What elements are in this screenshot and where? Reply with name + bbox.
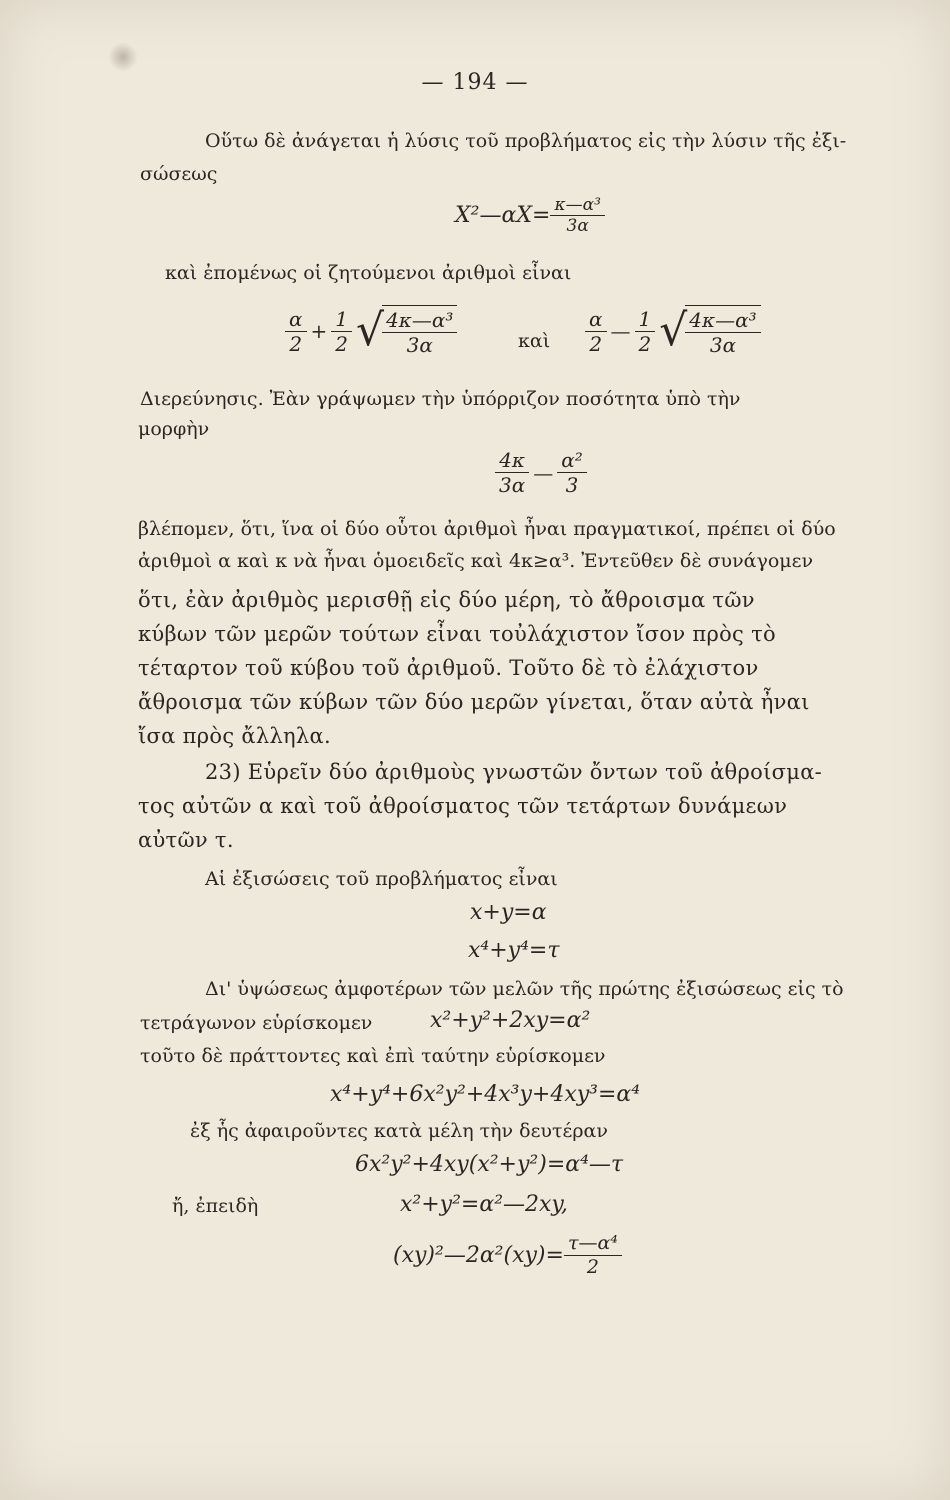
text-line: ἤ, ἐπειδὴ — [172, 1195, 259, 1217]
text-line: ὅτι, ἐὰν ἀριθμὸς μερισθῇ εἰς δύο μέρη, τὸ ἄθροισμα τῶν — [138, 588, 755, 612]
text-line: Οὕτω δὲ ἀνάγεται ἡ λύσις τοῦ προβλήματος εἰς τὴν λύσιν τῆς ἐξι- — [205, 130, 847, 152]
square-root: √ $\frac{\text{4κ—α³}}{3\alpha}$ — [659, 305, 760, 357]
page-stain — [108, 42, 138, 72]
equation-quadratic — [455, 195, 605, 237]
text-line: αὐτῶν τ. — [138, 828, 234, 852]
root-expression-1: $\frac{\alpha}{2}$ + $\frac{1}{2}$ √ $\frac{\text{4κ—α³}}{3\alpha}$ — [285, 305, 457, 357]
text-line: τετράγωνον εὑρίσκομεν — [140, 1012, 373, 1034]
square-root: √ $\frac{\text{4κ—α³}}{3\alpha}$ — [356, 305, 457, 357]
text-line: ἴσα πρὸς ἄλληλα. — [138, 724, 331, 748]
text-line: τος αὐτῶν α καὶ τοῦ ἀθροίσματος τῶν τετάρτων δυνάμεων — [138, 794, 788, 818]
fraction: $\frac{\text{τ—α⁴}}{2}$ — [564, 1232, 622, 1279]
text-line: Διερεύνησις. Ἐὰν γράψωμεν τὴν ὑπόρριζον ποσότητα ὑπὸ τὴν — [140, 388, 741, 410]
text-line: μορφὴν — [138, 418, 210, 440]
fraction: $\frac{\alpha}{2}$ — [585, 307, 607, 356]
text-line: βλέπομεν, ὅτι, ἵνα οἱ δύο οὗτοι ἀριθμοὶ ἦναι πραγματικοί, πρέπει οἱ δύο — [138, 518, 836, 540]
text-word: καὶ — [518, 330, 551, 352]
text-line: τέταρτον τοῦ κύβου τοῦ ἀριθμοῦ. Τοῦτο δὲ τὸ ἐλάχιστον — [138, 656, 759, 680]
page-number: — 194 — — [421, 70, 529, 95]
fraction: $\frac{\alpha}{2}$ — [285, 307, 307, 356]
equation-expanded: x⁴+y⁴+6x²y²+4x³y+4xy³=α⁴ — [330, 1082, 641, 1107]
fraction: $\frac{\text{κ—α³}}{3\alpha}$ — [550, 195, 604, 237]
text-line: Αἱ ἐξισώσεις τοῦ προβλήματος εἶναι — [205, 868, 558, 890]
text-line: ἄθροισμα τῶν κύβων τῶν δύο μερῶν γίνεται, ὅταν αὐτὰ ἦναι — [138, 690, 810, 714]
text-line: ἐξ ἧς ἀφαιροῦντες κατὰ μέλη τὴν δευτέραν — [190, 1120, 608, 1142]
text-line: ἀριθμοὶ α καὶ κ νὰ ἦναι ὁμοειδεῖς καὶ 4κ≥α³. Ἐντεῦθεν δὲ συνάγομεν — [138, 550, 814, 572]
text-line: σώσεως — [140, 163, 218, 185]
fraction-difference: $\frac{4\kappa}{3\alpha}$ — $\frac{\text{α²}}{3}$ — [495, 448, 587, 497]
equation-sum: x+y=α — [470, 900, 547, 925]
text-line: κύβων τῶν μερῶν τούτων εἶναι τοὐλάχιστον ἴσον πρὸς τὸ — [138, 622, 776, 646]
equation-identity: x²+y²=α²—2xy, — [400, 1192, 568, 1217]
equation-left: (xy)²—2α²(xy)= — [393, 1242, 564, 1268]
text-line: 23) Εὑρεῖν δύο ἀριθμοὺς γνωστῶν ὄντων τοῦ ἀθροίσμα- — [205, 760, 823, 784]
fraction: $\frac{1}{2}$ — [331, 307, 352, 356]
fraction: $\frac{1}{2}$ — [635, 307, 656, 356]
equation-square: x²+y²+2xy=α² — [430, 1008, 591, 1033]
text-line: τοῦτο δὲ πράττοντες καὶ ἐπὶ ταύτην εὑρίσκομεν — [140, 1045, 606, 1067]
equation-subtracted: 6x²y²+4xy(x²+y²)=α⁴—τ — [355, 1152, 624, 1177]
root-expression-2: $\frac{\alpha}{2}$ — $\frac{1}{2}$ √ $\frac{\text{4κ—α³}}{3\alpha}$ — [585, 305, 761, 357]
equation-product — [393, 1232, 622, 1279]
equation-left: X²—αX= — [455, 203, 551, 229]
equation-fourth-powers: x⁴+y⁴=τ — [468, 938, 560, 963]
text-line: Δι' ὑψώσεως ἀμφοτέρων τῶν μελῶν τῆς πρώτης ἐξισώσεως εἰς τὸ — [205, 978, 844, 1000]
fraction: $\frac{\text{α²}}{3}$ — [557, 448, 587, 497]
fraction: $\frac{4\kappa}{3\alpha}$ — [495, 448, 529, 497]
text-line: καὶ ἐπομένως οἱ ζητούμενοι ἀριθμοὶ εἶναι — [165, 262, 572, 284]
